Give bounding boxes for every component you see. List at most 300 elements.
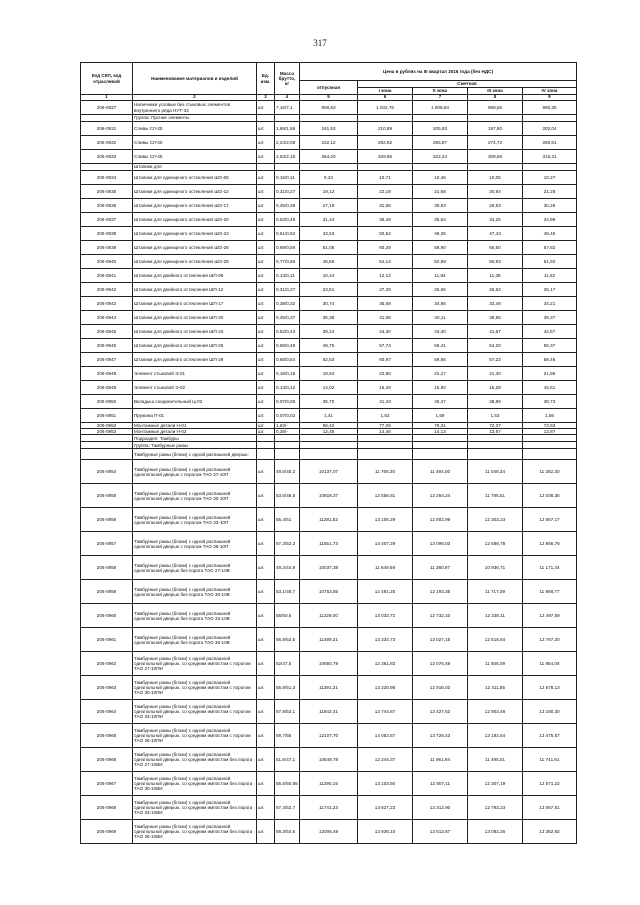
table-row [81, 676, 577, 700]
item-mass: 0,31/0,27 [275, 185, 300, 199]
item-unit: шт. [257, 311, 275, 325]
column-number: 9 [523, 95, 577, 101]
price-zone-3: 1,53 [468, 409, 523, 423]
price-zone-3: 197,80 [468, 122, 523, 136]
item-unit: шт. [257, 429, 275, 435]
item-unit: шт. [257, 532, 275, 556]
price-zone-2: 205,83 [413, 122, 468, 136]
price-zone-4: 12 856,78 [523, 532, 577, 556]
price-release: 10753,85 [300, 580, 358, 604]
price-release: 46,65 [300, 255, 358, 269]
item-code: 206-0959 [81, 580, 133, 604]
price-release: 49,75 [300, 339, 358, 353]
price-zone-1: 282,92 [358, 136, 413, 150]
price-zone-3: 12 411,85 [468, 676, 523, 700]
item-unit: шт. [257, 423, 275, 429]
price-zone-2: 11 494,00 [413, 460, 468, 484]
price-release: 30,74 [300, 297, 358, 311]
price-zone-4: 11 171,34 [523, 556, 577, 580]
item-unit: шт. [257, 283, 275, 297]
price-zone-2: 12 732,10 [413, 604, 468, 628]
price-zone-1: 13 103,50 [358, 772, 413, 796]
item-name: Штапики для двойного остекления ШП-29 [133, 353, 257, 367]
group-label: Тамбурные рамы (блоки) с одной распашной дверью: [133, 449, 257, 460]
price-zone-2: 1,59 [413, 409, 468, 423]
item-name: Элемент стыковой Э-01 [133, 367, 257, 381]
price-zone-4: 12 038,35 [523, 484, 577, 508]
table-row [81, 367, 577, 381]
price-zone-1: 10,71 [358, 171, 413, 185]
price-zone-3: 33,49 [468, 297, 523, 311]
group-row [81, 115, 577, 122]
price-zone-2: 26,66 [413, 283, 468, 297]
item-name: Тамбурные рамы (блоки) с одной распашной однопольной дверью без порога ТАО 30-10В [133, 580, 257, 604]
item-mass: 0,77/0,66 [275, 255, 300, 269]
item-code: 206-0950 [81, 395, 133, 409]
price-zone-1: 60,97 [358, 353, 413, 367]
price-zone-1: 12 481,25 [358, 580, 413, 604]
item-unit: шт. [257, 367, 275, 381]
price-release: 11489,21 [300, 628, 358, 652]
price-zone-2: 13 427,62 [413, 700, 468, 724]
price-zone-4: 280,61 [523, 136, 577, 150]
item-mass: 0,61/0,52 [275, 227, 300, 241]
group-empty-cell [413, 449, 468, 460]
item-unit: шт. [257, 227, 275, 241]
price-zone-1: 22,80 [358, 367, 413, 381]
item-code: 206-0947 [81, 353, 133, 367]
item-code: 206-0927 [81, 101, 133, 115]
price-release: 11290,15 [300, 772, 358, 796]
price-zone-1: 14,46 [358, 429, 413, 435]
table-row [81, 213, 577, 227]
header-unit: Ед. изм. [257, 63, 275, 95]
price-zone-4: 21,28 [523, 185, 577, 199]
price-zone-1: 27,29 [358, 283, 413, 297]
price-zone-3: 12 903,48 [468, 700, 523, 724]
item-code: 206-0945 [81, 325, 133, 339]
item-name: Сливы СЛ-30 [133, 122, 257, 136]
price-zone-4: 13 362,92 [523, 820, 577, 844]
item-code: 206-0960 [81, 604, 133, 628]
price-zone-2: 15,90 [413, 381, 468, 395]
item-code: 206-0969 [81, 820, 133, 844]
price-zone-3: 12 518,64 [468, 628, 523, 652]
table-row [81, 325, 577, 339]
price-zone-2: 56,41 [413, 339, 468, 353]
group-empty-cell [358, 449, 413, 460]
price-zone-4: 1,56 [523, 409, 577, 423]
table-row [81, 283, 577, 297]
price-zone-1: 16,28 [358, 381, 413, 395]
table-row [81, 339, 577, 353]
price-zone-3: 54,20 [468, 339, 523, 353]
item-name: Тамбурные рамы (блоки) с одной распашной однопольной дверью с порогом ТАО 30-10П [133, 484, 257, 508]
group-empty-cell [257, 164, 275, 171]
price-zone-3: 12 586,78 [468, 532, 523, 556]
table-row [81, 150, 577, 164]
item-mass: 52/47,5 [275, 652, 300, 676]
item-code: 206-0953 [81, 429, 133, 435]
table-row [81, 311, 577, 325]
price-zone-1: 57,74 [358, 339, 413, 353]
item-code: 206-0939 [81, 241, 133, 255]
item-code: 206-0964 [81, 700, 133, 724]
item-unit: шт. [257, 508, 275, 532]
group-empty-cell [468, 164, 523, 171]
item-name: Штапики для одинарного остекления ШО-17 [133, 199, 257, 213]
item-name: Тамбурные рамы (блоки) с одной распашной однопольной дверью, со средним импостом без порога ТАО 30-10ВИ [133, 772, 257, 796]
item-code: 206-0936 [81, 199, 133, 213]
price-zone-4: 11 968,77 [523, 580, 577, 604]
group-empty-cell [300, 449, 358, 460]
price-zone-3: 15,28 [468, 381, 523, 395]
group-empty-cell [275, 164, 300, 171]
price-zone-2: 40,11 [413, 311, 468, 325]
group-empty-cell [257, 115, 275, 122]
item-code: 206-0940 [81, 255, 133, 269]
item-unit: шт. [257, 213, 275, 227]
price-zone-3: 29,63 [468, 199, 523, 213]
price-table-container [80, 62, 576, 844]
item-mass: 59,3/54,6 [275, 820, 300, 844]
item-unit: шт. [257, 101, 275, 115]
group-code-cell [81, 442, 133, 449]
item-mass: 2,53/2,15 [275, 150, 300, 164]
item-code: 206-0937 [81, 213, 133, 227]
group-empty-cell [257, 435, 275, 442]
group-empty-cell [358, 442, 413, 449]
price-zone-3: 11 495,01 [468, 748, 523, 772]
price-zone-2: 75,31 [413, 423, 468, 429]
item-mass: 49,6/45,3 [275, 460, 300, 484]
group-label: Группа: Прочие элементы [133, 115, 257, 122]
item-name: Монтажные детали Н-01 [133, 423, 257, 429]
price-release: 12006,49 [300, 820, 358, 844]
price-zone-4: 316,31 [523, 150, 577, 164]
item-name: Тамбурные рамы (блоки) с одной распашной однопольной дверью, со средним импостом с порогом ТАО 36-10ПИ [133, 724, 257, 748]
group-empty-cell [300, 442, 358, 449]
item-unit: шт. [257, 460, 275, 484]
item-mass: 0,13/0,12 [275, 381, 300, 395]
item-mass: 0,45/0,37 [275, 311, 300, 325]
column-number: 7 [413, 95, 468, 101]
price-zone-2: 12 264,24 [413, 484, 468, 508]
item-unit: шт. [257, 241, 275, 255]
table-row [81, 580, 577, 604]
price-zone-2: 11 380,97 [413, 556, 468, 580]
item-code: 206-0951 [81, 409, 133, 423]
price-zone-1: 41,06 [358, 311, 413, 325]
price-zone-4: 48,45 [523, 227, 577, 241]
item-name: Тамбурные рамы (блоки) с одной распашной однопольной дверью с порогом ТАО 36-10П [133, 532, 257, 556]
price-zone-3: 309,66 [468, 150, 523, 164]
table-row [81, 171, 577, 185]
item-unit: шт. [257, 409, 275, 423]
price-zone-2: 11,84 [413, 269, 468, 283]
price-release: 11391,21 [300, 676, 358, 700]
item-unit: шт. [257, 628, 275, 652]
price-zone-1: 13 105,29 [358, 508, 413, 532]
item-name: Вкладыш соединительный Ц-02 [133, 395, 257, 409]
price-release: 35,70 [300, 395, 358, 409]
price-zone-4: 51,92 [523, 255, 577, 269]
price-zone-2: 40,47 [413, 395, 468, 409]
item-name: Тамбурные рамы (блоки) с одной распашной однопольной дверью, со средним импостом без порога ТАО 36-10ВИ [133, 820, 257, 844]
group-empty-cell [468, 115, 523, 122]
group-empty-cell [468, 442, 523, 449]
price-zone-3: 13 192,54 [468, 724, 523, 748]
item-name: Штапики для одинарного остекления ШО-06 [133, 171, 257, 185]
price-zone-2: 58,90 [413, 241, 468, 255]
item-name: Тамбурные рамы (блоки) с одной распашной однопольной дверью с порогом ТАО 33-10П [133, 508, 257, 532]
table-row [81, 101, 577, 115]
item-code: 206-0954 [81, 460, 133, 484]
price-zone-1: 12 244,37 [358, 748, 413, 772]
group-empty-cell [358, 164, 413, 171]
item-unit: шт. [257, 171, 275, 185]
price-release: 264,20 [300, 150, 358, 164]
item-mass: 0,31/0,27 [275, 283, 300, 297]
item-unit: шт. [257, 150, 275, 164]
price-zone-1: 31,56 [358, 199, 413, 213]
item-name: Штапики для одинарного остекления ШО-20 [133, 213, 257, 227]
item-unit: шт. [257, 604, 275, 628]
price-zone-2: 12 076,49 [413, 652, 468, 676]
price-release: 10037,38 [300, 556, 358, 580]
price-zone-2: 59,56 [413, 353, 468, 367]
price-zone-2: 13 728,43 [413, 724, 468, 748]
item-code: 206-0941 [81, 269, 133, 283]
header-zone-2: II зона [413, 88, 468, 95]
price-zone-1: 1,63 [358, 409, 413, 423]
item-mass: 1,63/- [275, 423, 300, 429]
item-unit: шт. [257, 255, 275, 269]
price-release: 31,44 [300, 213, 358, 227]
price-release: 51,05 [300, 241, 358, 255]
group-code-cell [81, 449, 133, 460]
table-header [81, 63, 577, 101]
group-empty-cell [413, 435, 468, 442]
table-row [81, 269, 577, 283]
group-label: Группа: Тамбурные рамы [133, 442, 257, 449]
table-row [81, 532, 577, 556]
price-release: 19,64 [300, 367, 358, 381]
item-unit: шт. [257, 136, 275, 150]
price-release: 35,38 [300, 311, 358, 325]
price-zone-2: 322,24 [413, 150, 468, 164]
price-release: 9,23 [300, 171, 358, 185]
price-zone-3: 25,62 [468, 283, 523, 297]
price-zone-1: 12 556,81 [358, 484, 413, 508]
item-mass: 1,68/1,56 [275, 122, 300, 136]
price-zone-3: 13 082,26 [468, 820, 523, 844]
column-number: 8 [468, 95, 523, 101]
price-release: 11842,41 [300, 700, 358, 724]
price-zone-4: 12 497,59 [523, 604, 577, 628]
price-release: 19,12 [300, 185, 358, 199]
price-zone-4: 73,93 [523, 423, 577, 429]
price-zone-3: 21,40 [468, 367, 523, 381]
table-row [81, 796, 577, 820]
item-unit: шт. [257, 395, 275, 409]
item-unit: шт. [257, 325, 275, 339]
item-unit: шт. [257, 724, 275, 748]
table-row [81, 241, 577, 255]
price-zone-2: 22,27 [413, 367, 468, 381]
item-mass: 53,1/49,7 [275, 580, 300, 604]
item-mass: 0,18/0,16 [275, 367, 300, 381]
price-zone-3: 57,23 [468, 353, 523, 367]
group-empty-cell [413, 442, 468, 449]
group-label: Штапики для [133, 164, 257, 171]
item-mass: 55,9/51,3 [275, 676, 300, 700]
column-number: 6 [358, 95, 413, 101]
header-name: Наименование материалов и изделий [133, 63, 257, 95]
price-zone-4: 990,35 [523, 101, 577, 115]
item-name: Тамбурные рамы (блоки) с одной распашной однопольной дверью с порогом ТАО 27-10П [133, 460, 257, 484]
item-unit: шт. [257, 339, 275, 353]
price-table [80, 62, 577, 844]
price-zone-3: 11 605,09 [468, 652, 523, 676]
item-unit: шт. [257, 676, 275, 700]
price-zone-1: 13 744,67 [358, 700, 413, 724]
table-row [81, 820, 577, 844]
item-mass: 0,13/0,11 [275, 269, 300, 283]
item-name: Штапики для одинарного остекления ШО-12 [133, 185, 257, 199]
table-row [81, 556, 577, 580]
price-zone-1: 36,49 [358, 213, 413, 227]
price-zone-4: 15,61 [523, 381, 577, 395]
group-empty-cell [275, 442, 300, 449]
table-row [81, 460, 577, 484]
price-zone-1: 50,52 [358, 227, 413, 241]
price-zone-2: 11 961,94 [413, 748, 468, 772]
item-code: 206-0943 [81, 297, 133, 311]
price-zone-1: 13 627,23 [358, 796, 413, 820]
group-code-cell [81, 115, 133, 122]
price-zone-1: 44,30 [358, 325, 413, 339]
item-unit: шт. [257, 199, 275, 213]
price-zone-3: 274,72 [468, 136, 523, 150]
item-name: Пружина П-01 [133, 409, 257, 423]
price-zone-1: 12,12 [358, 269, 413, 283]
table-row [81, 748, 577, 772]
group-empty-cell [468, 449, 523, 460]
item-name: Монтажные детали Н-02 [133, 429, 257, 435]
group-empty-cell [413, 164, 468, 171]
header-mass: Масса брутто, кг [275, 63, 300, 95]
price-zone-1: 11 765,30 [358, 460, 413, 484]
group-empty-cell [275, 115, 300, 122]
group-empty-cell [468, 435, 523, 442]
price-zone-3: 38,55 [468, 311, 523, 325]
item-mass: 51,6/47,1 [275, 748, 300, 772]
price-zone-1: 1 032,76 [358, 101, 413, 115]
item-unit: шт. [257, 796, 275, 820]
table-row [81, 136, 577, 150]
price-zone-3: 10,05 [468, 171, 523, 185]
item-unit: шт. [257, 297, 275, 311]
group-code-cell [81, 164, 133, 171]
price-zone-1: 210,69 [358, 122, 413, 136]
header-zone-1: I зона [358, 88, 413, 95]
group-empty-cell [523, 435, 577, 442]
group-row [81, 164, 577, 171]
price-zone-1: 60,29 [358, 241, 413, 255]
table-row [81, 628, 577, 652]
item-name: Тамбурные рамы (блоки) с одной распашной однопольной дверью, со средним импостом с порогом ТАО 27-10ПИ [133, 652, 257, 676]
item-name: Штапики для двойного остекления ШП-26 [133, 339, 257, 353]
price-zone-4: 26,17 [523, 283, 577, 297]
price-zone-2: 255,87 [413, 136, 468, 150]
item-mass: 55,5/50,85 [275, 772, 300, 796]
item-name: Штапики для двойного остекления ШП-06 [133, 269, 257, 283]
price-release: 27,19 [300, 199, 358, 213]
price-zone-3: 41,67 [468, 325, 523, 339]
header-zone-4: IV зона [523, 88, 577, 95]
item-mass: 0,69/0,59 [275, 241, 300, 255]
price-zone-4: 34,21 [523, 297, 577, 311]
item-code: 206-0952 [81, 423, 133, 429]
table-row [81, 724, 577, 748]
table-row [81, 122, 577, 136]
price-release: 10549,78 [300, 748, 358, 772]
group-empty-cell [523, 115, 577, 122]
price-zone-2: 12 807,11 [413, 772, 468, 796]
item-mass: 0,53/0,45 [275, 213, 300, 227]
item-code: 206-0962 [81, 652, 133, 676]
item-code: 206-0966 [81, 748, 133, 772]
price-zone-1: 12 361,83 [358, 652, 413, 676]
item-code: 206-0961 [81, 628, 133, 652]
price-zone-3: 12 793,23 [468, 796, 523, 820]
table-row [81, 652, 577, 676]
item-mass: 0,66/0,54 [275, 353, 300, 367]
price-zone-3: 47,43 [468, 227, 523, 241]
item-code: 206-0932 [81, 136, 133, 150]
price-zone-2: 35,64 [413, 213, 468, 227]
price-zone-1: 13 220,98 [358, 676, 413, 700]
price-zone-4: 12 567,17 [523, 508, 577, 532]
price-zone-3: 11 785,51 [468, 484, 523, 508]
price-release: 39,24 [300, 325, 358, 339]
price-zone-2: 34,86 [413, 297, 468, 311]
price-zone-4: 13,87 [523, 429, 577, 435]
price-release: 909,83 [300, 101, 358, 115]
item-mass: 0,07/0,02 [275, 409, 300, 423]
item-name: Тамбурные рамы (блоки) с одной распашной однопольной дверью, со средним импостом с порогом ТАО 33-10ПИ [133, 700, 257, 724]
price-release: 11741,23 [300, 796, 358, 820]
item-unit: шт. [257, 381, 275, 395]
item-unit: шт. [257, 580, 275, 604]
price-zone-1: 13 032,72 [358, 604, 413, 628]
item-unit: шт. [257, 748, 275, 772]
price-release: 66,42 [300, 423, 358, 429]
item-code: 206-0949 [81, 381, 133, 395]
price-zone-3: 34,25 [468, 213, 523, 227]
item-mass: 0,15/0,11 [275, 171, 300, 185]
price-zone-1: 14 052,57 [358, 724, 413, 748]
column-number: 5 [300, 95, 358, 101]
price-zone-4: 10,27 [523, 171, 577, 185]
price-release: 1,41 [300, 409, 358, 423]
price-zone-2: 12 193,35 [413, 580, 468, 604]
page-number: 317 [313, 38, 327, 48]
item-code: 206-0963 [81, 676, 133, 700]
item-unit: шт. [257, 820, 275, 844]
price-zone-2: 14,13 [413, 429, 468, 435]
